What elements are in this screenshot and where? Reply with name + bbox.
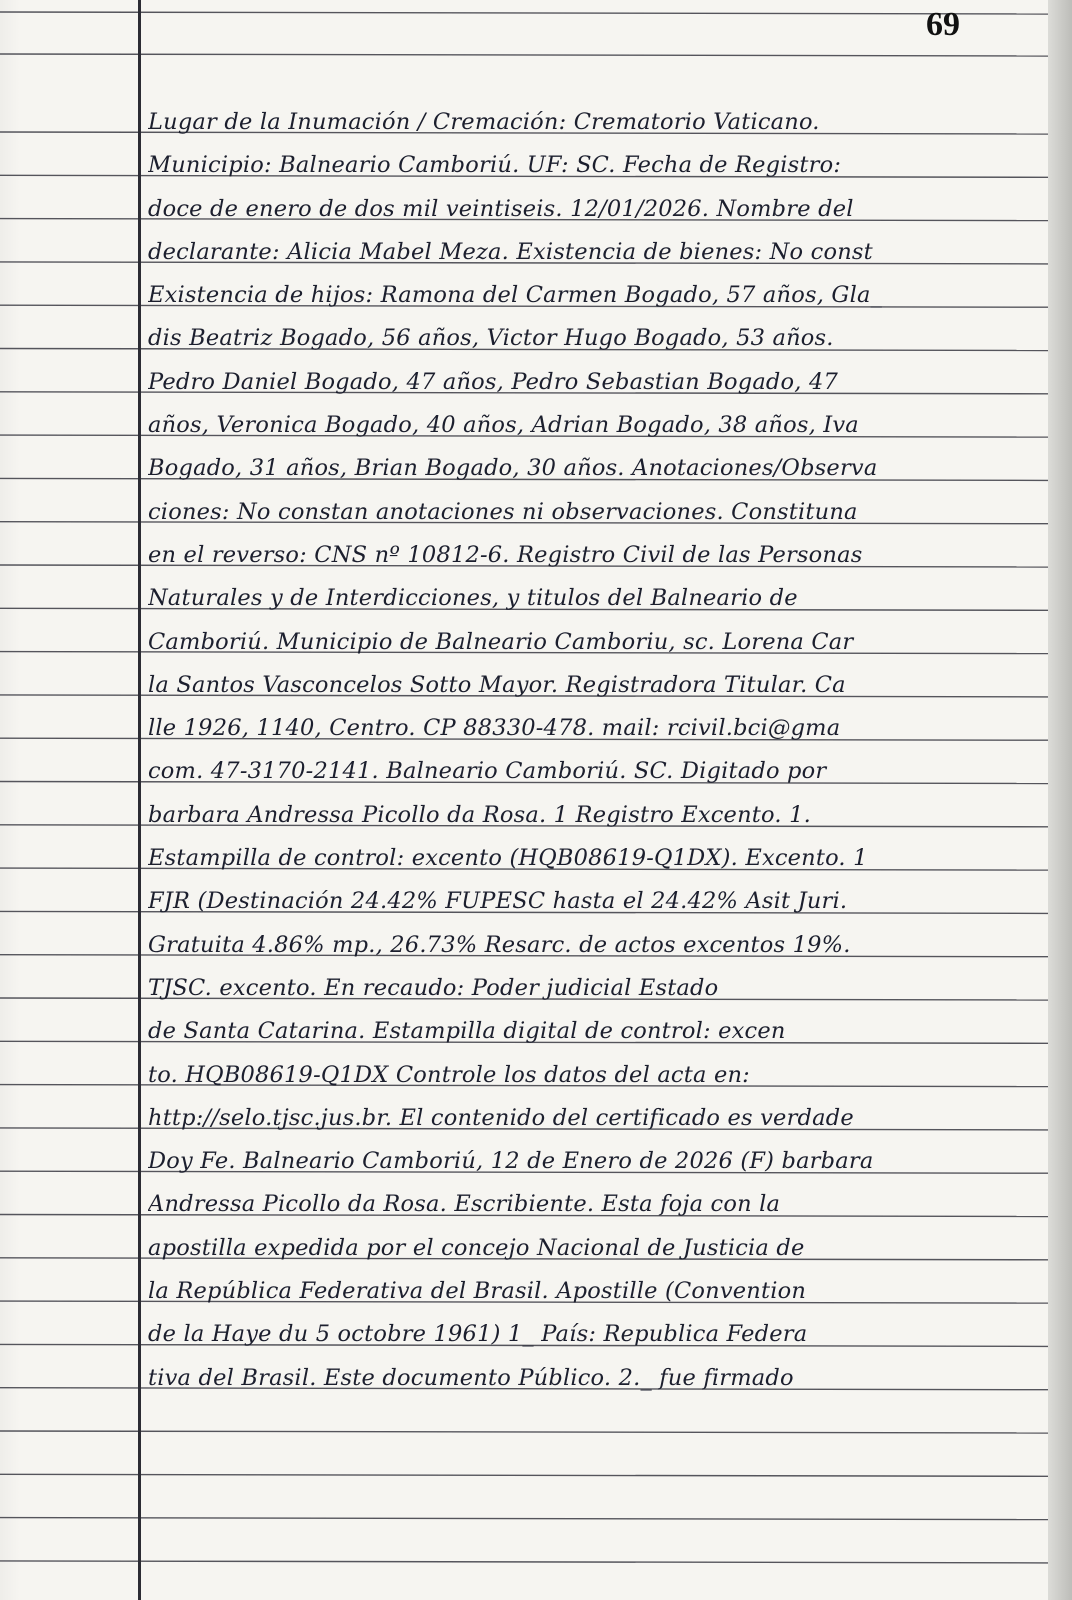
text-line: lle 1926, 1140, Centro. CP 88330-478. mail: rcivil.bci@gma <box>148 715 841 742</box>
text-line: doce de enero de dos mil veintiseis. 12/01/2026. Nombre del <box>148 195 854 222</box>
rule-line <box>0 1431 1048 1433</box>
page-number: 69 <box>926 6 960 43</box>
text-line: http://selo.tjsc.jus.br. El contenido del certificado es verdade <box>148 1104 854 1131</box>
text-line: declarante: Alicia Mabel Meza. Existencia de bienes: No const <box>148 238 873 265</box>
text-line: dis Beatriz Bogado, 56 años, Victor Hugo Bogado, 53 años. <box>148 325 834 352</box>
text-line: Andressa Picollo da Rosa. Escribiente. Esta foja con la <box>148 1191 781 1218</box>
rule-line <box>0 12 1048 14</box>
text-line: apostilla expedida por el concejo Nacional de Justicia de <box>148 1234 805 1261</box>
text-line: en el reverso: CNS nº 10812-6. Registro Civil de las Personas <box>148 541 863 568</box>
text-line: la República Federativa del Brasil. Apostille (Convention <box>148 1278 807 1305</box>
text-line: Existencia de hijos: Ramona del Carmen Bogado, 57 años, Gla_ <box>148 282 883 309</box>
text-line: Lugar de la Inumación / Cremación: Crematorio Vaticano. <box>148 109 820 135</box>
rule-line <box>0 1474 1048 1476</box>
text-line: Municipio: Balneario Camboriú. UF: SC. Fecha de Registro: <box>148 152 842 179</box>
text-line: com. 47-3170-2141. Balneario Camboriú. SC. Digitado por <box>148 758 827 785</box>
text-line: Naturales y de Interdicciones, y titulos del Balneario de <box>148 585 798 612</box>
text-line: de la Haye du 5 octobre 1961) 1_ País: Republica Federa <box>148 1321 808 1348</box>
margin-line <box>138 0 141 1600</box>
text-line: de Santa Catarina. Estampilla digital de control: excen <box>148 1018 786 1045</box>
text-line: TJSC. excento. En recaudo: Poder judicial Estado <box>148 974 719 1001</box>
text-line: barbara Andressa Picollo da Rosa. 1 Registro Excento. 1. <box>148 801 811 828</box>
page-edge <box>1048 0 1072 1600</box>
text-line: Bogado, 31 años, Brian Bogado, 30 años. Anotaciones/Observa <box>148 455 878 482</box>
text-line: FJR (Destinación 24.42% FUPESC hasta el 24.42% Asit Juri. <box>148 888 848 915</box>
text-line: Estampilla de control: excento (HQB08619-Q1DX). Excento. 1 <box>148 845 868 872</box>
rule-line <box>0 1518 1048 1520</box>
text-line: Doy Fe. Balneario Camboriú, 12 de Enero de 2026 (F) barbara <box>148 1148 874 1175</box>
text-line: tiva del Brasil. Este documento Público. 2._ fue firmado <box>148 1364 794 1391</box>
text-line: la Santos Vasconcelos Sotto Mayor. Registradora Titular. Ca <box>148 671 846 698</box>
rule-line <box>0 54 1048 56</box>
text-line: Pedro Daniel Bogado, 47 años, Pedro Sebastian Bogado, 47 <box>148 368 839 395</box>
rule-line <box>0 1561 1048 1563</box>
text-line: años, Veronica Bogado, 40 años, Adrian Bogado, 38 años, Iva <box>148 412 859 439</box>
text-line: Gratuita 4.86% mp., 26.73% Resarc. de actos excentos 19%. <box>148 931 851 958</box>
text-line: Camboriú. Municipio de Balneario Camboriu, sc. Lorena Car <box>148 628 854 655</box>
text-line: to. HQB08619-Q1DX Controle los datos del acta en: <box>148 1061 750 1088</box>
handwritten-text <box>148 96 1028 1395</box>
text-line: ciones: No constan anotaciones ni observaciones. Constituna <box>148 498 858 525</box>
